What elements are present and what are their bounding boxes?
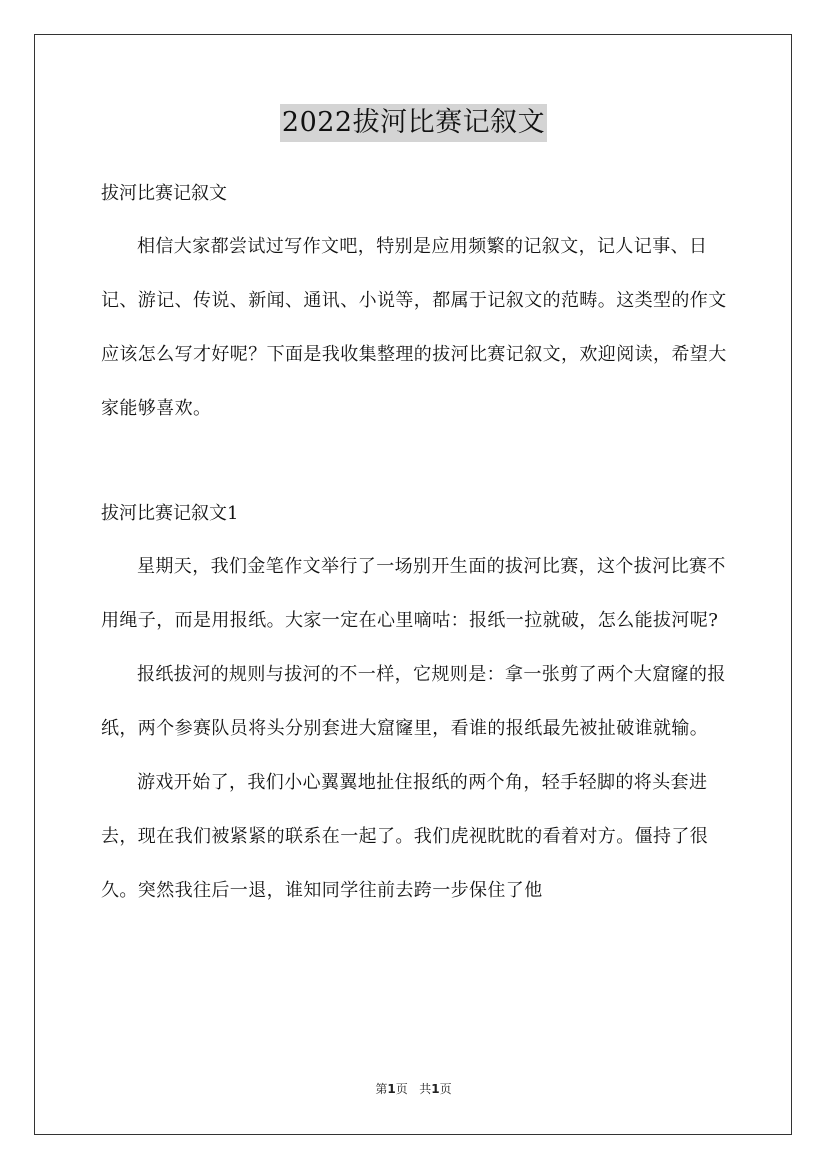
section-paragraph-3: 游戏开始了，我们小心翼翼地扯住报纸的两个角，轻手轻脚的将头套进去，现在我们被紧紧的联系在一起了。我们虎视眈眈的看着对方。僵持了很久。突然我往后一退，谁知同学往前去跨一步保住了他 xyxy=(101,772,709,901)
section-paragraph-1: 星期天，我们金笔作文举行了一场别开生面的拔河比赛，这个拔河比赛不用绳子，而是用报纸。大家一定在心里嘀咕：报纸一拉就破，怎么能拔河呢? xyxy=(101,556,726,631)
page-label-prefix: 第 xyxy=(375,1082,388,1096)
section-heading: 拔河比赛记叙文1 xyxy=(101,503,239,524)
page-number: 1 xyxy=(387,1082,396,1096)
intro-paragraph: 相信大家都尝试过写作文吧，特别是应用频繁的记叙文，记人记事、日记、游记、传说、新闻、通讯、小说等，都属于记叙文的范畴。这类型的作文应该怎么写才好呢？下面是我收集整理的拔河比赛记叙文，欢迎阅读，希望大家能够喜欢。 xyxy=(101,236,727,419)
intro-heading: 拔河比赛记叙文 xyxy=(101,183,227,204)
total-label-prefix: 共 xyxy=(419,1082,432,1096)
page-footer xyxy=(0,1080,827,1097)
total-label-suffix: 页 xyxy=(439,1082,452,1096)
section-spacer xyxy=(101,436,731,488)
section-paragraph-2: 报纸拔河的规则与拔河的不一样，它规则是：拿一张剪了两个大窟窿的报纸，两个参赛队员将头分别套进大窟窿里，看谁的报纸最先被扯破谁就输。 xyxy=(101,664,726,739)
title-container xyxy=(0,104,827,142)
document-body xyxy=(101,168,731,918)
page-label-suffix: 页 xyxy=(395,1082,408,1096)
document-title: 2022拔河比赛记叙文 xyxy=(280,104,547,142)
total-pages: 1 xyxy=(431,1082,440,1096)
